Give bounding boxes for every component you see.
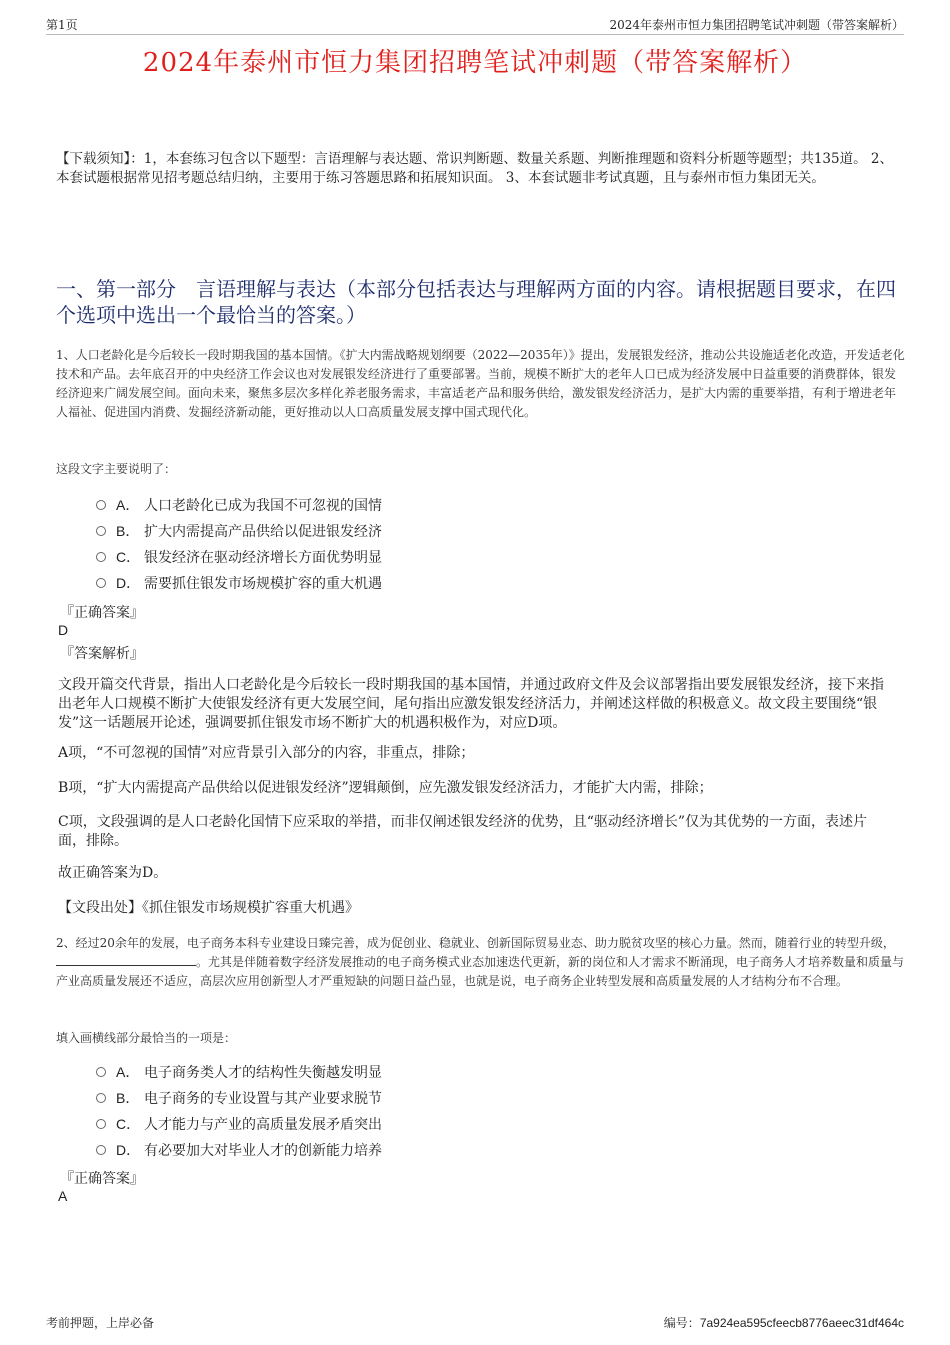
q1-option-d[interactable]: D． 需要抓住银发市场规模扩容的重大机遇: [96, 573, 382, 593]
header-doc-title: 2024年泰州市恒力集团招聘笔试冲刺题（带答案解析）: [609, 18, 904, 32]
question-1-text: 1、人口老龄化是今后较长一段时期我国的基本国情。《扩大内需战略规划纲要（2022—2035年）》提出，发展银发经济，推动公共设施适老化改造，开发适老化技术和产品。去年底召开的中央经济工作会议也对发展银发经济进行了重要部署。当前，规模不断扩大的老年人口已成为经济发展中日益重要的消费群体，银发经济迎来广阔发展空间。面向未来，聚焦多层次多样化养老服务需求，丰富适老产品和服务供给，激发银发经济活力，是扩大内需的重要举措，有利于增进老年人福祉、促进国内消费、发掘经济新动能，更好推动以人口高质量发展支撑中国式现代化。: [56, 348, 905, 419]
q1-answer: D: [58, 622, 69, 638]
page-number: 第1页: [46, 18, 78, 32]
radio-icon[interactable]: [96, 552, 106, 562]
radio-icon[interactable]: [96, 1067, 106, 1077]
document-title: 2024年泰州市恒力集团招聘笔试冲刺题（带答案解析）: [142, 48, 808, 78]
radio-icon[interactable]: [96, 1145, 106, 1155]
radio-icon[interactable]: [96, 578, 106, 588]
question-2-stem: 填入画横线部分最恰当的一项是：: [56, 1031, 237, 1045]
q2-option-a[interactable]: A． 电子商务类人才的结构性失衡越发明显: [96, 1062, 382, 1082]
q1-option-c[interactable]: C． 银发经济在驱动经济增长方面优势明显: [96, 547, 382, 567]
radio-icon[interactable]: [96, 526, 106, 536]
q1-source: 【文段出处】《抓住银发市场规模扩容重大机遇》: [58, 900, 359, 916]
q1-analysis-paragraph: A项，“不可忽视的国情”对应背景引入部分的内容，非重点，排除；: [58, 745, 475, 761]
footer-code: 编号：7a924ea595cfeecb8776aeec31df464c: [663, 1316, 904, 1330]
download-notice: 【下载须知】：1，本套练习包含以下题型：言语理解与表达题、常识判断题、数量关系题、判断推理题和资料分析题等题型；共135道。 2、本套试题根据常见招考题总结归纳，主要用于练习答题思路和拓展知识面。 3、本套试题非考试真题，且与泰州市恒力集团无关。: [56, 151, 893, 186]
radio-icon[interactable]: [96, 1119, 106, 1129]
q1-option-b[interactable]: B． 扩大内需提高产品供给以促进银发经济: [96, 521, 382, 541]
radio-icon[interactable]: [96, 1093, 106, 1103]
q2-option-b[interactable]: B． 电子商务的专业设置与其产业要求脱节: [96, 1088, 382, 1108]
question-2-text: 2、经过20余年的发展，电子商务本科专业建设日臻完善，成为促创业、稳就业、创新国际贸易业态、助力脱贫攻坚的核心力量。然而，随着行业的转型升级，。尤其是伴随着数字经济发展推动的电子商务模式业态加速迭代更新，新的岗位和人才需求不断涌现，电子商务人才培养数量和质量与产业高质量发展还不适应，高层次应用创新型人才严重短缺的问题日益凸显，也就是说，电子商务企业转型发展和高质量发展的人才结构分布不合理。: [56, 936, 905, 988]
q1-analysis-paragraph: B项，“扩大内需提高产品供给以促进银发经济”逻辑颠倒，应先激发银发经济活力，才能扩大内需，排除；: [58, 780, 713, 796]
q1-analysis-paragraph: C项，文段强调的是人口老龄化国情下应采取的举措，而非仅阐述银发经济的优势，且“驱动经济增长”仅为其优势的一方面，表述片面，排除。: [58, 814, 868, 849]
q1-answer-label: 『正确答案』: [60, 605, 144, 621]
q2-answer: A: [58, 1188, 68, 1204]
q1-analysis-paragraph: 故正确答案为D。: [58, 865, 168, 881]
q2-option-c[interactable]: C． 人才能力与产业的高质量发展矛盾突出: [96, 1114, 382, 1134]
q1-analysis-label: 『答案解析』: [60, 646, 144, 662]
q2-answer-label: 『正确答案』: [60, 1171, 144, 1187]
page-header: [46, 16, 904, 35]
section-heading: 一、第一部分 言语理解与表达（本部分包括表达与理解两方面的内容。请根据题目要求，在四个选项中选出一个最恰当的答案。）: [56, 277, 896, 327]
q1-option-a[interactable]: A． 人口老龄化已成为我国不可忽视的国情: [96, 495, 382, 515]
footer-slogan: 考前押题，上岸必备: [46, 1316, 155, 1330]
question-1-stem: 这段文字主要说明了：: [56, 462, 177, 476]
q1-analysis-paragraph: 文段开篇交代背景，指出人口老龄化是今后较长一段时期我国的基本国情，并通过政府文件及会议部署指出要发展银发经济，接下来指出老年人口规模不断扩大使银发经济有更大发展空间，尾句指出应激发银发经济活力，并阐述这样做的积极意义。故文段主要围绕“银发”这一话题展开论述，强调要抓住银发市场不断扩大的机遇积极作为，对应D项。: [58, 677, 884, 731]
radio-icon[interactable]: [96, 500, 106, 510]
q2-option-d[interactable]: D． 有必要加大对毕业人才的创新能力培养: [96, 1140, 382, 1160]
fill-blank: [56, 953, 196, 966]
